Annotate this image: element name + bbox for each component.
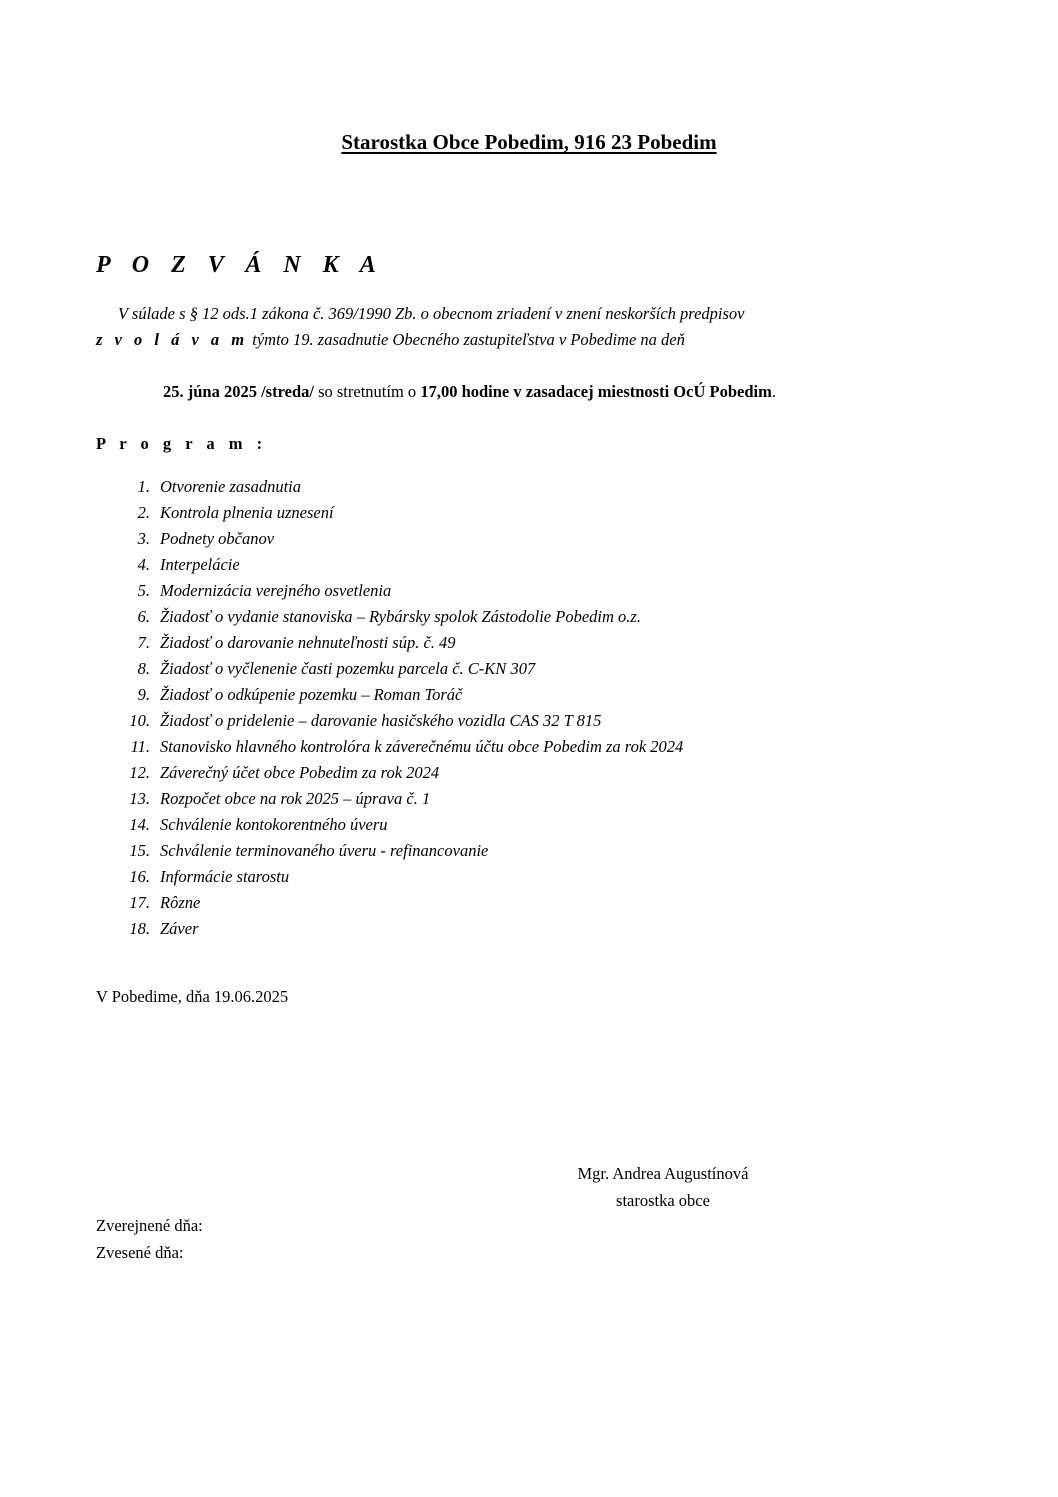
meeting-middle-text: so stretnutím o <box>313 382 421 401</box>
signature-role: starostka obce <box>616 1191 710 1210</box>
agenda-item-text: Žiadosť o vydanie stanoviska – Rybársky spolok Zástodolie Pobedim o.z. <box>160 607 641 626</box>
intro-line-1: V súlade s § 12 ods.1 zákona č. 369/1990 Zb. o obecnom zriadení v znení neskorších predpisov <box>118 304 745 323</box>
meeting-details <box>163 382 776 402</box>
agenda-item-number: 13. <box>129 789 150 808</box>
agenda-item-text: Kontrola plnenia uznesení <box>160 503 334 522</box>
meeting-time-place: 17,00 hodine v zasadacej miestnosti OcÚ Pobedim <box>420 382 772 401</box>
agenda-item-text: Otvorenie zasadnutia <box>160 477 301 496</box>
agenda-item-number: 9. <box>137 685 150 704</box>
agenda-item-number: 7. <box>137 633 150 652</box>
signature-block <box>518 1160 808 1214</box>
program-label: P r o g r a m : <box>96 434 268 453</box>
document-title: P O Z V Á N K A <box>96 252 384 278</box>
agenda-item-text: Žiadosť o pridelenie – darovanie hasičského vozidla CAS 32 T 815 <box>160 711 602 730</box>
agenda-item-number: 12. <box>129 763 150 782</box>
agenda-item-number: 5. <box>137 581 150 600</box>
agenda-item-number: 15. <box>129 841 150 860</box>
agenda-item-text: Schválenie kontokorentného úveru <box>160 815 388 834</box>
agenda-item-text: Stanovisko hlavného kontrolóra k záverečnému účtu obce Pobedim za rok 2024 <box>160 737 684 756</box>
agenda-item-number: 3. <box>137 529 150 548</box>
agenda-item-text: Záverečný účet obce Pobedim za rok 2024 <box>160 763 440 782</box>
agenda-item-text: Záver <box>160 919 199 938</box>
agenda-item-text: Informácie starostu <box>160 867 290 886</box>
agenda-item-text: Žiadosť o odkúpenie pozemku – Roman Toráč <box>160 685 463 704</box>
agenda-item-number: 16. <box>129 867 150 886</box>
agenda-item-number: 11. <box>130 737 150 756</box>
agenda-item-number: 10. <box>129 711 150 730</box>
agenda-item-number: 18. <box>129 919 150 938</box>
agenda-item-text: Modernizácia verejného osvetlenia <box>160 581 392 600</box>
agenda-item-number: 8. <box>137 659 150 678</box>
agenda-item-text: Schválenie terminovaného úveru - refinancovanie <box>160 841 489 860</box>
agenda-item-number: 4. <box>137 555 150 574</box>
meeting-end: . <box>771 382 776 401</box>
intro-line-2 <box>96 330 685 350</box>
publication-block <box>96 1212 203 1266</box>
agenda-item-text: Podnety občanov <box>160 529 275 548</box>
convene-word: z v o l á v a m <box>96 330 249 349</box>
agenda-item-number: 14. <box>129 815 150 834</box>
agenda-item-text: Rozpočet obce na rok 2025 – úprava č. 1 <box>160 789 431 808</box>
signature-name: Mgr. Andrea Augustínová <box>577 1164 749 1183</box>
agenda-item-number: 17. <box>129 893 150 912</box>
removed-label: Zvesené dňa: <box>96 1243 184 1262</box>
published-label: Zverejnené dňa: <box>96 1216 203 1235</box>
agenda-item-number: 6. <box>137 607 150 626</box>
meeting-date: 25. júna 2025 /streda/ <box>163 382 314 401</box>
agenda-item-text: Žiadosť o vyčlenenie časti pozemku parcela č. C-KN 307 <box>160 659 536 678</box>
agenda-item-text: Interpelácie <box>160 555 240 574</box>
agenda-item-text: Žiadosť o darovanie nehnuteľnosti súp. č. 49 <box>160 633 456 652</box>
agenda-item-number: 2. <box>137 503 150 522</box>
header-title: Starostka Obce Pobedim, 916 23 Pobedim <box>341 130 717 154</box>
intro-line-2-text: týmto 19. zasadnutie Obecného zastupiteľstva v Pobedime na deň <box>248 330 685 349</box>
agenda-item-text: Rôzne <box>160 893 201 912</box>
place-date: V Pobedime, dňa 19.06.2025 <box>96 987 289 1006</box>
agenda-item-number: 1. <box>137 477 150 496</box>
